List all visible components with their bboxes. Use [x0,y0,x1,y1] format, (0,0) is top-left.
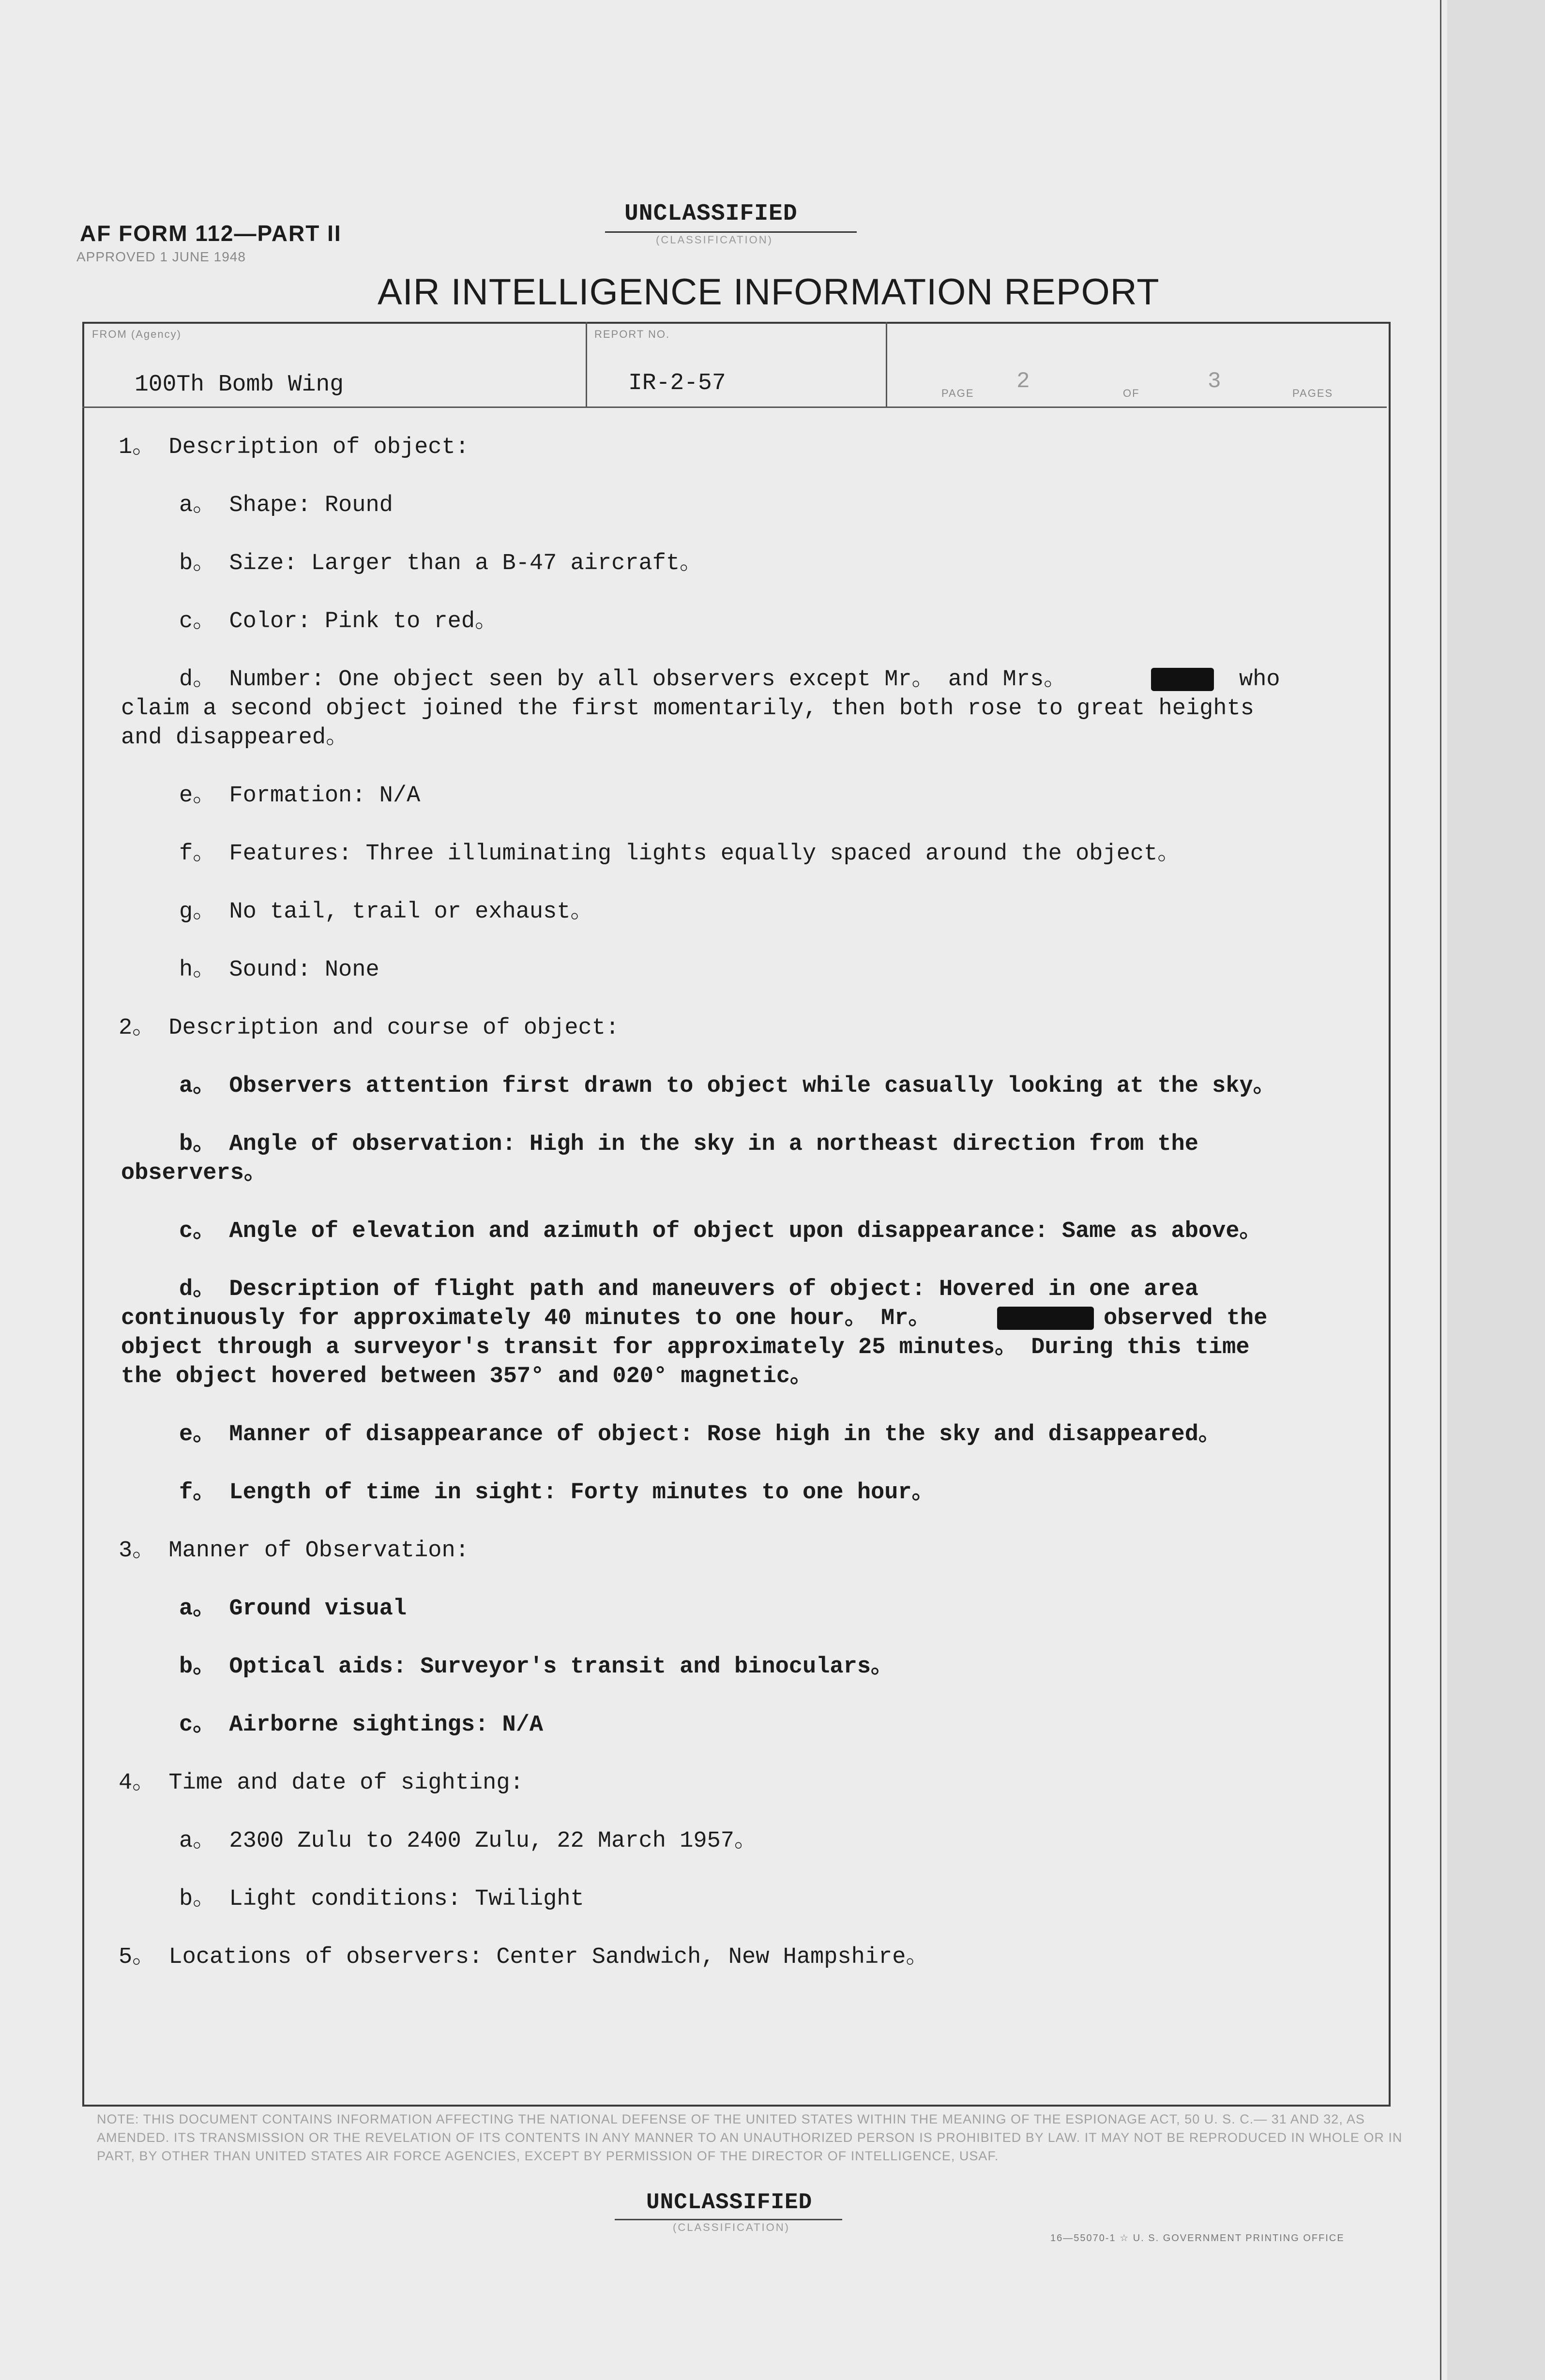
item-2f-time-in-sight: f。 Length of time in sight: Forty minutes to one hour。 [179,1480,935,1506]
item-2b-angle: b。 Angle of observation: High in the sky in a northeast direction from the [179,1131,1198,1157]
item-2e-disappearance: e。 Manner of disappearance of object: Rose high in the sky and disappeared。 [179,1422,1221,1447]
item-3b-optical: b。 Optical aids: Surveyor's transit and binoculars。 [179,1654,894,1680]
section-1-heading: 1。 Description of object: [119,435,469,460]
item-1c-color: c。 Color: Pink to red。 [179,609,498,634]
page-number: 2 [1016,369,1030,394]
item-2d-continued: the object hovered between 357° and 020° magnetic。 [121,1364,813,1389]
classification-underline-bottom [615,2219,842,2220]
item-1d-continued: and disappeared。 [121,725,349,751]
classification-top: UNCLASSIFIED [624,201,798,227]
page-margin-shadow [1447,0,1545,2380]
item-2a-attention: a。 Observers attention first drawn to object while casually looking at the sky。 [179,1073,1276,1099]
page-edge [1440,0,1441,2380]
item-1e-formation: e。 Formation: N/A [179,783,421,809]
report-title: AIR INTELLIGENCE INFORMATION REPORT [378,271,1160,313]
header-divider [586,322,587,407]
espionage-notice: NOTE: THIS DOCUMENT CONTAINS INFORMATION AFFECTING THE NATIONAL DEFENSE OF THE UNITED STATES WITHIN THE MEANING OF THE ESPIONAGE ACT, 50 U. S. C.— 31 AND 32, AS AMENDED. ITS TRANSMISSION OR THE REVELATION OF ITS CONTENTS IN ANY MANNER TO AN UNAUTHORIZED PERSON IS PROHIBITED BY LAW. IT MAY NOT BE REPRODUCED IN WHOLE OR IN PART, BY OTHER THAN UNITED STATES AIR FORCE AGENCIES, EXCEPT BY PERMISSION OF THE DIRECTOR OF INTELLIGENCE, USAF. [97,2112,1403,2163]
item-2b-continued: observers。 [121,1160,267,1186]
classification-caption-top: (CLASSIFICATION) [656,234,773,246]
form-id: AF FORM 112—PART II [80,221,342,246]
item-1h-sound: h。 Sound: None [179,957,379,983]
classification-underline-top [605,231,857,233]
page-caption: PAGE [941,387,974,399]
item-2d-continued: continuously for approximately 40 minutes to one hour。 Mr。 [121,1306,931,1331]
redaction-mark [997,1307,1094,1330]
item-1d-number-tail: who [1239,667,1280,693]
item-1d-continued: claim a second object joined the first momentarily, then both rose to great heights [121,696,1254,722]
of-caption: OF [1123,387,1140,399]
item-1f-features: f。 Features: Three illuminating lights equally spaced around the object。 [179,841,1181,867]
item-1g-tail: g。 No tail, trail or exhaust。 [179,899,593,925]
item-2c-elevation: c。 Angle of elevation and azimuth of object upon disappearance: Same as above。 [179,1219,1262,1244]
pages-caption: PAGES [1292,387,1333,399]
section-5-locations: 5。 Locations of observers: Center Sandwich, New Hampshire。 [119,1944,929,1970]
redaction-mark [1151,668,1214,691]
header-divider [886,322,887,407]
printer-imprint: 16—55070-1 ☆ U. S. GOVERNMENT PRINTING OFFICE [1050,2233,1345,2244]
item-3c-airborne: c。 Airborne sightings: N/A [179,1712,544,1738]
item-4b-light: b。 Light conditions: Twilight [179,1886,584,1912]
from-caption: FROM (Agency) [92,328,182,340]
classification-caption-bottom: (CLASSIFICATION) [673,2221,790,2233]
item-1b-size: b。 Size: Larger than a B-47 aircraft。 [179,551,703,576]
report-no-value: IR-2-57 [628,370,726,396]
total-pages: 3 [1208,369,1221,394]
item-1d-number: d。 Number: One object seen by all observers except Mr。 and Mrs。 [179,667,1067,693]
from-value: 100Th Bomb Wing [135,372,344,398]
approved-date: APPROVED 1 JUNE 1948 [76,249,246,264]
item-3a-ground: a。 Ground visual [179,1596,407,1622]
item-4a-time: a。 2300 Zulu to 2400 Zulu, 22 March 1957。 [179,1828,757,1854]
classification-bottom: UNCLASSIFIED [646,2190,813,2215]
item-2d-flight-path: d。 Description of flight path and maneuvers of object: Hovered in one area [179,1277,1198,1302]
item-1a-shape: a。 Shape: Round [179,493,393,518]
section-4-heading: 4。 Time and date of sighting: [119,1770,524,1796]
item-2d-continued: object through a surveyor's transit for approximately 25 minutes。 During this time [121,1335,1250,1360]
section-2-heading: 2。 Description and course of object: [119,1015,620,1041]
section-3-heading: 3。 Manner of Observation: [119,1538,469,1564]
report-no-caption: REPORT NO. [594,328,670,340]
item-2d-continued-tail: observed the [1104,1306,1268,1331]
